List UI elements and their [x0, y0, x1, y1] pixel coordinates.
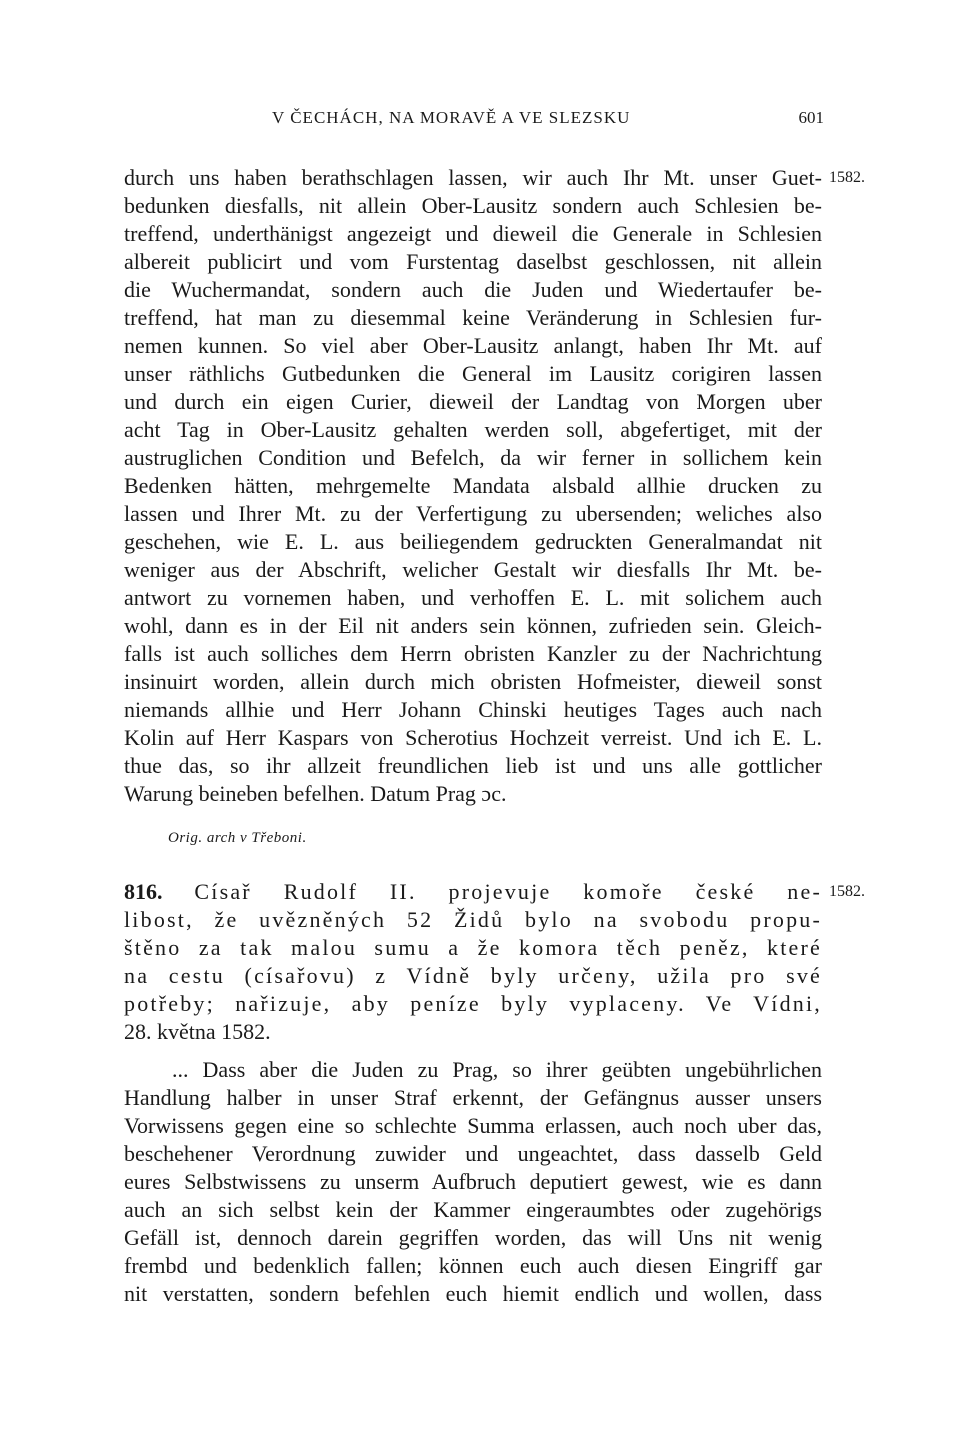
text-line: nit verstatten, sondern befehlen euch hiemit endlich und wollen, dass [124, 1281, 822, 1306]
text-line: eures Selbstwissens zu unserm Aufbruch deputiert gewest, wie es dann [124, 1169, 822, 1194]
heading-first-text: Císař Rudolf II. projevuje komoře české ne- [194, 879, 822, 904]
text-line: lassen und Ihrer Mt. zu der Verfertigung zu ubersenden; weliches also [124, 501, 822, 526]
text-line: Kolin auf Herr Kaspars von Scherotius Hochzeit verreist. Und ich E. L. [124, 725, 822, 750]
text-line: ... Dass aber die Juden zu Prag, so ihrer geübten ungebührlichen [172, 1057, 822, 1082]
heading-line: štěno za tak malou sumu a že komora těch peněz, které [124, 935, 822, 960]
text-line: unser räthlichs Gutbedunken die General im Lausitz corigiren lassen [124, 361, 822, 386]
page-number: 601 [798, 108, 824, 127]
text-line: Vorwissens gegen eine so schlechte Summa erlassen, auch noch uber das, [124, 1113, 822, 1138]
text-line: wohl, dann es in der Eil nit anders sein können, zufrieden sein. Gleich- [124, 613, 822, 638]
text-line: und durch ein eigen Curier, dieweil der Landtag von Morgen uber [124, 389, 822, 414]
text-line: falls ist auch solliches dem Herrn obristen Kanzler zu der Nachrichtung [124, 641, 822, 666]
text-line: antwort zu vornemen haben, und verhoffen E. L. mit solichem auch [124, 585, 822, 610]
text-line: die Wuchermandat, sondern auch die Juden und Wiedertaufer be- [124, 277, 822, 302]
heading-line: na cestu (císařovu) z Vídně byly určeny, užila pro své [124, 963, 822, 988]
text-line: weniger aus der Abschrift, welicher Gestalt wir diesfalls Ihr Mt. be- [124, 557, 822, 582]
text-line: treffend, hat man zu diesemmal keine Veränderung in Schlesien fur- [124, 305, 822, 330]
margin-year: 1582. [829, 883, 865, 900]
source-note: Orig. arch v Třeboni. [168, 830, 307, 846]
text-line: acht Tag in Ober-Lausitz gehalten werden soll, abgefertiget, mit der [124, 417, 822, 442]
text-line: auch an sich selbst kein der Kammer eingeraumbtes oder zugehörigs [124, 1197, 822, 1222]
text-line: austruglichen Condition und Befelch, da wir ferner in sollichem kein [124, 445, 822, 470]
text-line: nemen kunnen. So viel aber Ober-Lausitz anlangt, haben Ihr Mt. auf [124, 333, 822, 358]
text-line: geschehen, wie E. L. aus beiliegendem gedruckten Generalmandat nit [124, 529, 822, 554]
text-line: bedunken diesfalls, nit allein Ober-Lausitz sondern auch Schlesien be- [124, 193, 822, 218]
text-line: treffend, underthänigst angezeigt und dieweil die Generale in Schlesien [124, 221, 822, 246]
heading-line: libost, že uvězněných 52 Židů bylo na svobodu propu- [124, 907, 822, 932]
heading-line: 28. května 1582. [124, 1019, 271, 1044]
heading-line: potřeby; nařizuje, aby peníze byly vyplaceny. Ve Vídni, [124, 991, 822, 1016]
margin-year: 1582. [829, 169, 865, 186]
text-line: albereit publicirt und vom Furstentag daselbst geschlossen, nit allein [124, 249, 822, 274]
text-line: insinuirt worden, allein durch mich obristen Hofmeister, dieweil sonst [124, 669, 822, 694]
heading-line [124, 878, 822, 906]
text-line: beschehener Verordnung zuwider und ungeachtet, dass dasselb Geld [124, 1141, 822, 1166]
text-line: durch uns haben berathschlagen lassen, wir auch Ihr Mt. unser Guet- [124, 165, 822, 190]
text-line: frembd und bedenklich fallen; können euch auch diesen Eingriff gar [124, 1253, 822, 1278]
text-line: Gefäll ist, dennoch darein gegriffen worden, das will Uns nit wenig [124, 1225, 822, 1250]
text-line: Warung beineben befelhen. Datum Prag ɔc. [124, 781, 507, 806]
text-line: Bedenken hätten, mehrgemelte Mandata alsbald allhie drucken zu [124, 473, 822, 498]
text-line: thue das, so ihr allzeit freundlichen lieb ist und uns alle gottlicher [124, 753, 822, 778]
document-number: 816. [124, 879, 163, 904]
running-head [124, 108, 824, 132]
text-line: Handlung halber in unser Straf erkennt, der Gefängnus ausser unsers [124, 1085, 822, 1110]
text-line: niemands allhie und Herr Johann Chinski heutiges Tages auch nach [124, 697, 822, 722]
running-head-title: V ČECHÁCH, NA MORAVĚ A VE SLEZSKU [272, 108, 631, 127]
